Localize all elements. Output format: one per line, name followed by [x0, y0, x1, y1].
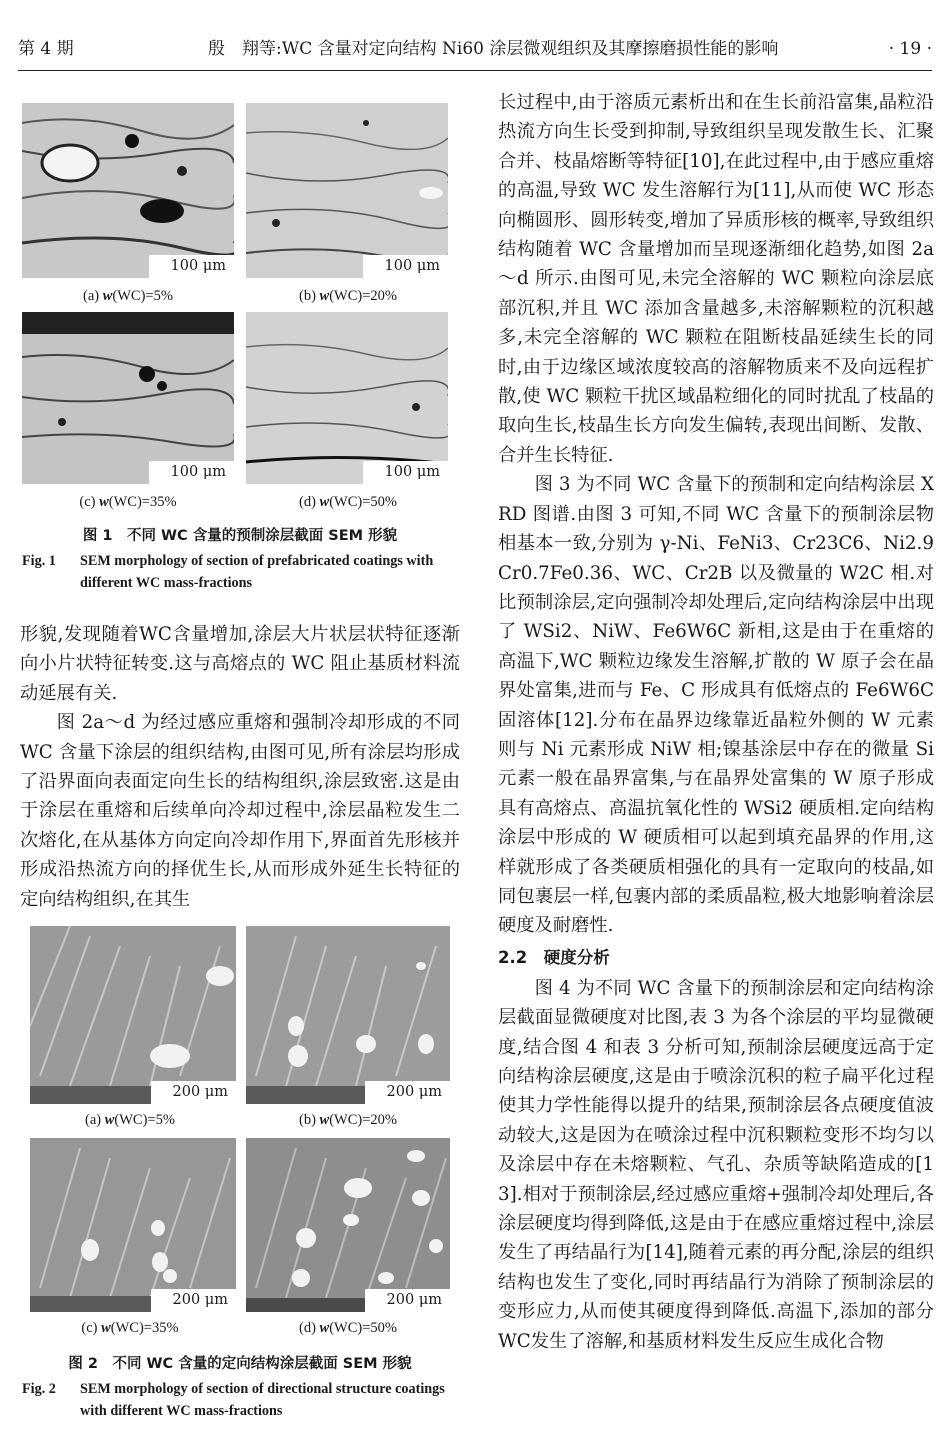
running-title: 殷 翔等:WC 含量对定向结构 Ni60 涂层微观组织及其摩擦磨损性能的影响: [208, 39, 779, 59]
fig2-d-scale-bar: 200 μm: [365, 1289, 450, 1312]
fig2-a-scale-bar: 200 μm: [151, 1081, 236, 1104]
fig2-panel-b: [246, 926, 450, 1104]
fig2-b-micrograph: [246, 926, 450, 1104]
section-heading-2-2: 2.2 硬度分析: [498, 947, 610, 967]
fig2-b-scale-bar: 200 μm: [365, 1081, 450, 1104]
fig1-panel-c: [22, 312, 234, 484]
page-number: · 19 ·: [888, 39, 932, 59]
running-header: [18, 32, 932, 66]
fig1-b-scale-bar: 100 μm: [363, 255, 448, 278]
fig2-a-caption: (a) w(WC)=5%: [85, 1112, 175, 1128]
header-rule: [18, 70, 932, 71]
fig1-b-micrograph: [246, 103, 448, 278]
right-column-text: [498, 88, 934, 1356]
fig1-a-micrograph: [22, 103, 234, 278]
left-paragraph-1: 形貌,发现随着WC含量增加,涂层大片状层状特征逐渐向小片状特征转变.这与高熔点的 WC 阻止基质材料流动延展有关.: [20, 624, 460, 704]
issue-number: 第 4 期: [18, 39, 74, 59]
fig1-panel-b: [246, 103, 448, 278]
fig1-b-caption: (b) w(WC)=20%: [299, 288, 397, 304]
fig2-panel-d: [246, 1138, 450, 1312]
fig1-a-caption: (a) w(WC)=5%: [83, 288, 173, 304]
fig1-caption-en: Fig. 1 SEM morphology of section of prefabricated coatings with different WC mass-fractions: [22, 553, 434, 591]
fig1-panel-d: [246, 312, 448, 484]
fig1-panel-a: [22, 103, 234, 278]
fig2-c-scale-bar: 200 μm: [151, 1289, 236, 1312]
fig2-c-micrograph: [30, 1138, 236, 1312]
fig1-a-scale-bar: 100 μm: [149, 255, 234, 278]
right-paragraph-1: 长过程中,由于溶质元素析出和在生长前沿富集,晶粒沿热流方向生长受到抑制,导致组织呈现发散生长、汇聚合并、枝晶熔断等特征[10],在此过程中,由于感应重熔的高温,导致 WC 发生溶解行为[11],从而使 WC 形态向椭圆形、圆形转变,增加了异质形核的概率,导致组织结构随着 WC 含量增加而呈现逐渐细化趋势,如图 2a～d 所示.由图可见,未完全溶解的 WC 颗粒向涂层底部沉积,并且 WC 添加含量越多,未溶解颗粒的沉积越多,未完全溶解的 WC 颗粒在阻断枝晶延续生长的同时,由于边缘区域浓度较高的溶解物质来不及向远程扩散,使 WC 颗粒干扰区域晶粒细化的同时扰乱了枝晶的取向生长,枝晶生长方向发生偏转,表现出间断、发散、合并生长特征.: [498, 92, 934, 466]
right-paragraph-3: 图 4 为不同 WC 含量下的预制涂层和定向结构涂层截面显微硬度对比图,表 3 为各个涂层的平均显微硬度,结合图 4 和表 3 分析可知,预制涂层硬度远高于定向结构涂层硬度,这是由于喷涂沉积的粒子扁平化过程使其力学性能得以提升的结果,预制涂层各点硬度值波动较大,这是因为在喷涂过程中沉积颗粒变形不均匀以及涂层中存在未熔颗粒、气孔、杂质等缺陷造成的[13].相对于预制涂层,经过感应重熔+强制冷却处理后,各涂层硬度均得到降低,这是由于在感应重熔过程中,涂层发生了再结晶行为[14],随着元素的再分配,涂层的组织结构也发生了变化,同时再结晶行为消除了预制涂层的变形应力,从而使其硬度得到降低.高温下,添加的部分WC发生了溶解,和基质材料发生反应生成化合物: [498, 977, 934, 1352]
fig2-panel-c: [30, 1138, 236, 1312]
fig2-b-caption: (b) w(WC)=20%: [299, 1112, 397, 1128]
right-paragraph-2: 图 3 为不同 WC 含量下的预制和定向结构涂层 XRD 图谱.由图 3 可知,不同 WC 含量下的预制涂层物相基本一致,分别为 γ-Ni、FeNi3、Cr23C6、Ni2.9Cr0.7Fe0.36、WC、Cr2B 以及微量的 W2C 相.对比预制涂层,定向强制冷却处理后,定向结构涂层中出现了 WSi2、NiW、Fe6W6C 新相,这是由于在重熔的高温下,WC 颗粒边缘发生溶解,扩散的 W 原子会在晶界处富集,进而与 Fe、C 形成具有低熔点的 Fe6W6C 固溶体[12].分布在晶界边缘靠近晶粒外侧的 W 元素则与 Ni 元素形成 NiW 相;镍基涂层中存在的微量 Si 元素一般在晶界富集,与在晶界处富集的 W 原子形成具有高熔点、高温抗氧化性的 WSi2 硬质相.定向结构涂层中形成的 W 硬质相可以起到填充晶界的作用,这样就形成了各类硬质相强化的具有一定取向的枝晶,如同包裹层一样,包裹内部的柔质晶粒,极大地影响着涂层硬度及耐磨性.: [498, 474, 934, 937]
fig2-a-micrograph: [30, 926, 236, 1104]
left-column-text: [20, 620, 460, 914]
fig2-caption-en: Fig. 2 SEM morphology of section of directional structure coatings with different WC mass-fractions: [22, 1381, 445, 1419]
left-paragraph-2: 图 2a～d 为经过感应重熔和强制冷却形成的不同 WC 含量下涂层的组织结构,由图可见,所有涂层均形成了沿界面向表面定向生长的结构组织,涂层致密.这是由于涂层在重熔和后续单向冷却过程中,涂层晶粒发生二次熔化,在从基体方向定向冷却作用下,界面首先形核并形成沿热流方向的择优生长,从而形成外延生长特征的定向结构组织,在其生: [20, 712, 460, 910]
fig2-caption-zh: 图 2 不同 WC 含量的定向结构涂层截面 SEM 形貌: [68, 1356, 412, 1372]
fig2-c-caption: (c) w(WC)=35%: [81, 1320, 179, 1336]
fig1-d-scale-bar: 100 μm: [363, 461, 448, 484]
fig1-c-caption: (c) w(WC)=35%: [79, 494, 177, 510]
fig2-panel-a: [30, 926, 236, 1104]
fig1-d-caption: (d) w(WC)=50%: [299, 494, 397, 510]
fig1-d-micrograph: [246, 312, 448, 484]
fig1-c-micrograph: [22, 312, 234, 484]
fig2-d-caption: (d) w(WC)=50%: [299, 1320, 397, 1336]
fig1-caption-zh: 图 1 不同 WC 含量的预制涂层截面 SEM 形貌: [82, 528, 398, 544]
fig2-d-micrograph: [246, 1138, 450, 1312]
fig1-c-scale-bar: 100 μm: [149, 461, 234, 484]
